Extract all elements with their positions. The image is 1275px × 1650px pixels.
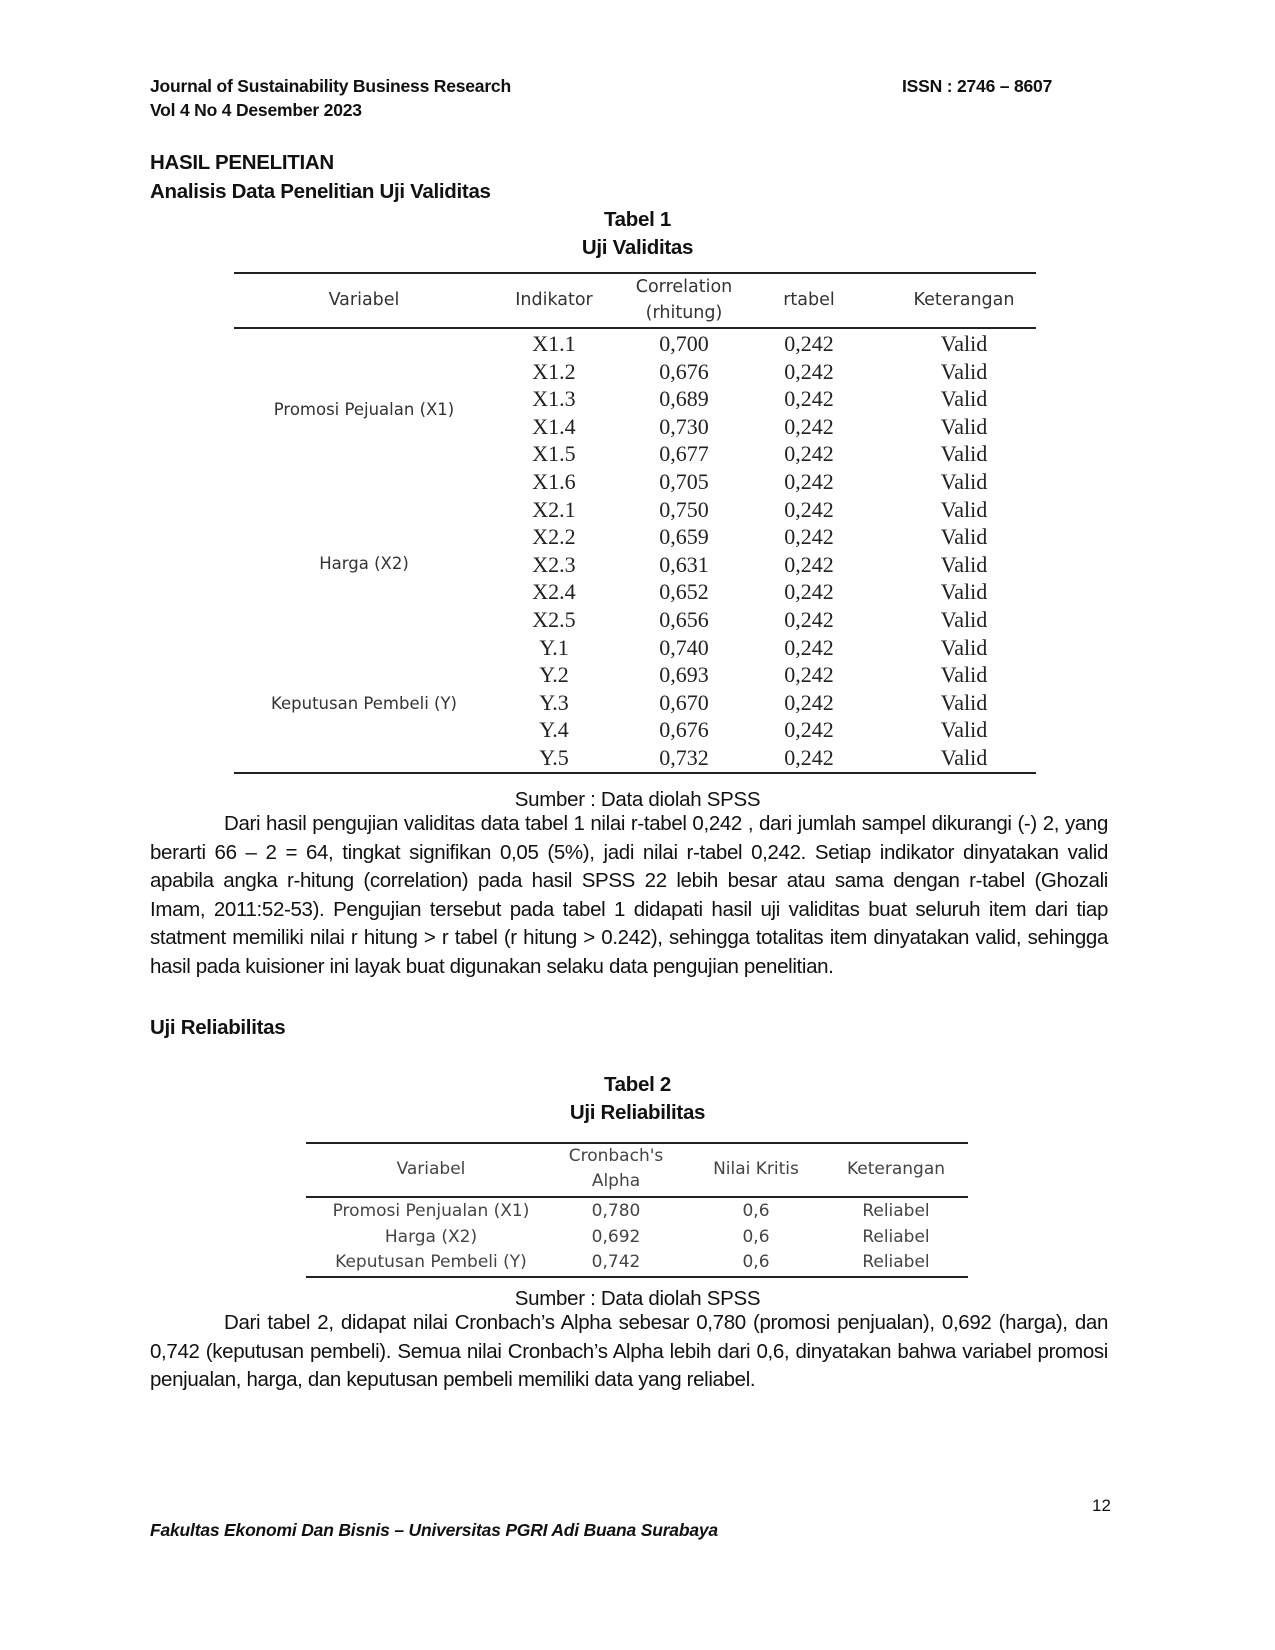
cell-correlation: 0,730 [659,413,709,439]
t2-col-header-keterangan: Keterangan [846,1159,946,1179]
cell-correlation: 0,659 [659,524,709,550]
cell-keterangan: Valid [940,331,988,356]
paragraph-validity [150,810,1108,981]
paragraph-reliability [150,1309,1108,1395]
cell-keterangan: Valid [940,413,988,439]
table-bottom-rule [234,772,1036,774]
cell-indikator: X2.2 [532,524,576,550]
cell-indikator: X1.3 [532,386,576,412]
cell-rtabel: 0,242 [784,551,834,577]
cell-keterangan: Valid [940,386,988,412]
page-number: 12 [1092,1496,1111,1515]
col-header-correlation: Correlation [635,277,733,297]
cell-indikator: Y.4 [539,717,569,743]
cell-keterangan: Valid [940,551,988,577]
cell-correlation: 0,631 [659,551,709,577]
cell-keterangan: Valid [940,358,988,384]
cell-variabel: Harga (X2) [384,1226,478,1247]
cell-correlation: 0,689 [659,386,709,412]
cell-indikator: X1.1 [532,331,576,356]
cell-variabel: Keputusan Pembeli (Y) [335,1252,527,1272]
t2-col-header-alpha-sub: Alpha [591,1171,641,1191]
cell-indikator: Y.3 [539,689,569,715]
subsection-reliability: Uji Reliabilitas [150,1016,286,1039]
cell-correlation: 0,676 [659,717,709,743]
cell-correlation: 0,732 [659,745,709,770]
cell-rtabel: 0,242 [784,745,834,770]
cell-indikator: Y.5 [539,745,569,770]
cell-alpha: 0,780 [591,1201,641,1221]
cell-rtabel: 0,242 [784,441,834,467]
page-footer: Fakultas Ekonomi Dan Bisnis – Universitas PGRI Adi Buana Surabaya [150,1520,718,1540]
cell-keterangan: Reliabel [862,1226,930,1247]
section-title: HASIL PENELITIAN [150,151,334,174]
cell-keterangan: Valid [940,662,988,688]
table2-source: Sumber : Data diolah SPSS [514,1287,761,1310]
cell-nilai-kritis: 0,6 [742,1226,770,1247]
col-header-rtabel: rtabel [783,290,835,310]
cell-keterangan: Valid [940,579,988,605]
cell-correlation: 0,740 [659,634,709,660]
validity-table [234,272,1036,788]
cell-keterangan: Valid [940,634,988,660]
cell-rtabel: 0,242 [784,634,834,660]
cell-keterangan: Reliabel [862,1201,930,1221]
volume-info: Vol 4 No 4 Desember 2023 [150,100,362,120]
cell-alpha: 0,692 [591,1226,641,1247]
cell-keterangan: Reliabel [862,1252,930,1272]
cell-rtabel: 0,242 [784,331,834,356]
table1-caption-title: Uji Validitas [581,236,694,259]
col-header-keterangan: Keterangan [913,290,1015,310]
cell-indikator: X1.4 [532,413,576,439]
cell-indikator: X1.2 [532,358,576,384]
cell-correlation: 0,677 [659,441,709,467]
cell-rtabel: 0,242 [784,689,834,715]
cell-indikator: X2.1 [532,496,576,522]
cell-keterangan: Valid [940,607,988,632]
issn: ISSN : 2746 – 8607 [902,76,1053,96]
group-label-y: Keputusan Pembeli (Y) [271,694,457,713]
cell-correlation: 0,693 [659,662,709,688]
t2-col-header-alpha: Cronbach's [568,1146,664,1166]
cell-correlation: 0,705 [659,469,709,494]
cell-indikator: Y.2 [539,662,569,688]
cell-correlation: 0,656 [659,607,709,632]
reliability-table [306,1142,968,1278]
table2-bottom-rule [306,1276,968,1278]
cell-nilai-kritis: 0,6 [742,1201,770,1221]
cell-indikator: X1.6 [532,469,576,494]
subsection-validity: Analisis Data Penelitian Uji Validitas [150,180,491,203]
col-header-variabel: Variabel [328,290,400,310]
group-label-x2: Harga (X2) [319,554,409,573]
cell-rtabel: 0,242 [784,469,834,494]
cell-rtabel: 0,242 [784,579,834,605]
table1-source: Sumber : Data diolah SPSS [514,788,761,811]
t2-col-header-nilai-kritis: Nilai Kritis [713,1159,799,1179]
cell-rtabel: 0,242 [784,717,834,743]
cell-correlation: 0,652 [659,579,709,605]
cell-indikator: X1.5 [532,441,576,467]
cell-indikator: Y.1 [539,634,569,660]
cell-rtabel: 0,242 [784,524,834,550]
col-header-correlation-sub: (rhitung) [645,303,723,323]
cell-keterangan: Valid [940,524,988,550]
cell-correlation: 0,670 [659,689,709,715]
table2-caption-title: Uji Reliabilitas [569,1101,706,1124]
cell-indikator: X2.5 [532,607,576,632]
t2-col-header-variabel: Variabel [396,1159,466,1179]
cell-correlation: 0,676 [659,358,709,384]
paragraph-validity-text: Dari hasil pengujian validitas data tabel 1 nilai r-tabel 0,242 , dari jumlah sampel dikurangi (-) 2, yang berarti 66 – 2 = 64, tingkat signifikan 0,05 (5%), jadi nilai r-tabel 0,242. Setiap indikator dinyatakan valid apabila angka r-hitung (correlation) pada hasil SPSS 22 lebih besar atau sama dengan r-tabel (Ghozali Imam, 2011:52-53). Pengujian tersebut pada tabel 1 didapati hasil uji validitas buat seluruh item dari tiap statment memiliki nilai r hitung > r tabel (r hitung > 0.242), sehingga totalitas item dinyatakan valid, sehingga hasil pada kuisioner ini layak buat digunakan selaku data pengujian penelitian. [150,812,1108,978]
cell-rtabel: 0,242 [784,358,834,384]
cell-nilai-kritis: 0,6 [742,1252,770,1272]
cell-rtabel: 0,242 [784,496,834,522]
cell-alpha: 0,742 [591,1252,641,1272]
col-header-indikator: Indikator [515,290,593,310]
cell-keterangan: Valid [940,441,988,467]
cell-keterangan: Valid [940,469,988,494]
cell-rtabel: 0,242 [784,607,834,632]
table2-caption-number: Tabel 2 [603,1073,672,1096]
journal-title: Journal of Sustainability Business Research [150,76,511,96]
cell-correlation: 0,700 [659,331,709,356]
paragraph-reliability-text: Dari tabel 2, didapat nilai Cronbach’s Alpha sebesar 0,780 (promosi penjualan), 0,692 (harga), dan 0,742 (keputusan pembeli). Semua nilai Cronbach’s Alpha lebih dari 0,6, dinyatakan bahwa variabel promosi penjualan, harga, dan keputusan pembeli memiliki data yang reliabel. [150,1311,1108,1391]
cell-rtabel: 0,242 [784,662,834,688]
cell-variabel: Promosi Penjualan (X1) [332,1201,530,1221]
table1-caption-number: Tabel 1 [603,208,672,231]
cell-rtabel: 0,242 [784,413,834,439]
cell-keterangan: Valid [940,717,988,743]
cell-rtabel: 0,242 [784,386,834,412]
cell-keterangan: Valid [940,689,988,715]
group-label-x1: Promosi Pejualan (X1) [273,400,455,419]
cell-keterangan: Valid [940,496,988,522]
cell-indikator: X2.4 [532,579,576,605]
table-header-rule [234,327,1036,329]
cell-indikator: X2.3 [532,551,576,577]
cell-correlation: 0,750 [659,496,709,522]
cell-keterangan: Valid [940,745,988,770]
